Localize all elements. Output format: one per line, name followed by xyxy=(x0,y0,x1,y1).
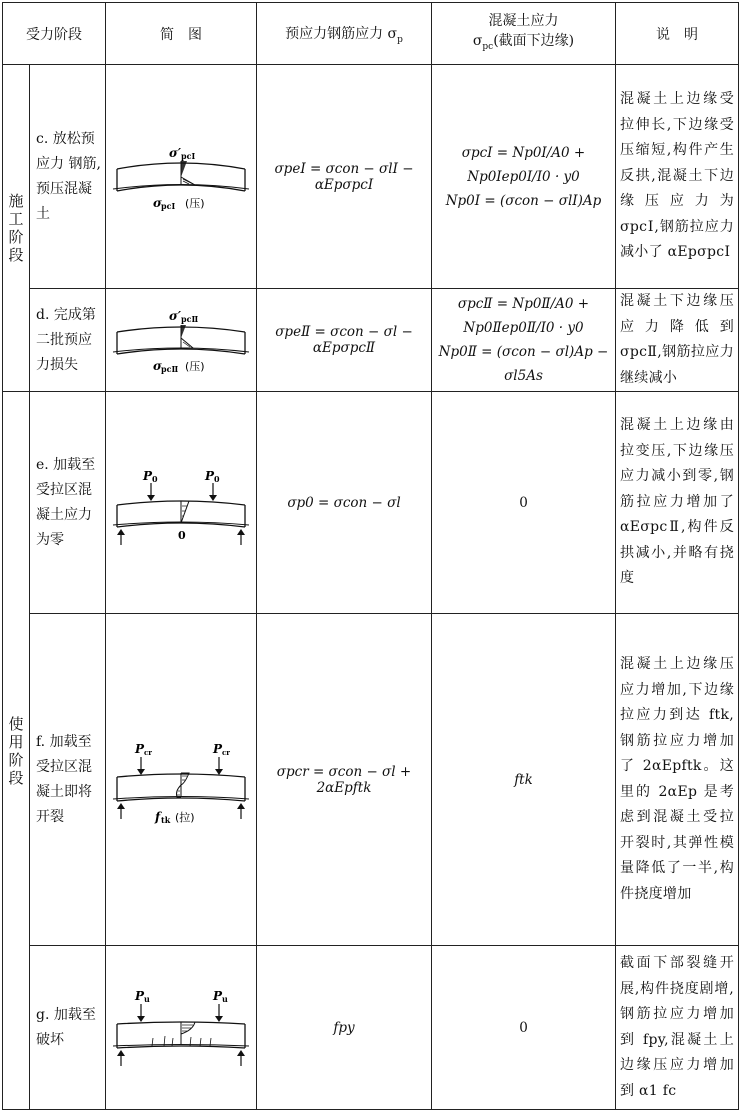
fig-top-label: σ′ xyxy=(168,145,181,160)
step-label: g. 加载至破坏 xyxy=(30,946,106,1110)
fig-load-right-sub: cr xyxy=(221,747,230,757)
fig-load-right: P xyxy=(212,741,222,756)
fig-load-left: P xyxy=(134,988,144,1003)
beam-diagram-d xyxy=(109,300,254,380)
beam-diagram-e xyxy=(109,453,254,553)
note-text: 混凝土下边缘压应力降低到 σpcⅡ,钢筋拉应力继续减小 xyxy=(616,289,739,392)
beam-diagram-c xyxy=(109,137,254,217)
fig-bottom-label: σ xyxy=(152,195,162,210)
fig-bottom-label: f xyxy=(154,809,160,824)
fig-bottom-note: (压) xyxy=(184,196,205,210)
fig-bottom-sub: pcⅡ xyxy=(160,364,178,374)
fig-load-left-sub: u xyxy=(143,993,150,1004)
fig-bottom-sub: tk xyxy=(160,814,170,825)
steel-stress-formula: σp0 = σcon − σl xyxy=(257,392,432,614)
header-stage: 受力阶段 xyxy=(3,3,106,65)
concrete-stress-value: ftk xyxy=(432,614,616,946)
fig-bottom-label: σ xyxy=(152,359,162,373)
step-label: f. 加载至受拉区混凝土即将开裂 xyxy=(30,614,106,946)
concrete-stress-formula: σpcⅡ = Np0Ⅱ/A0 + Np0Ⅱep0Ⅱ/I0 · y0 Np0Ⅱ = (σcon − σl)Ap − σl5As xyxy=(432,289,616,392)
figure-cell xyxy=(106,65,257,289)
fig-load-left: P xyxy=(134,741,144,756)
header-concrete-stress: 混凝土应力 $\sigma_{pc}$(截面下边缘) xyxy=(432,3,616,65)
note-text: 混凝土上边缘由拉变压,下边缘压应力减小到零,钢筋拉应力增加了 αEσpcⅡ,构件反拱减小,并略有挠度 xyxy=(616,392,739,614)
fig-load-left-sub: 0 xyxy=(151,473,158,484)
step-label: d. 完成第二批预应力损失 xyxy=(30,289,106,392)
fig-bottom-sub: pcⅠ xyxy=(160,200,175,211)
concrete-stress-formula: σpcⅠ = Np0Ⅰ/A0 + Np0Ⅰep0Ⅰ/I0 · y0 Np0Ⅰ = (σcon − σlⅠ)Ap xyxy=(432,65,616,289)
concrete-stress-value: 0 xyxy=(432,392,616,614)
table-row xyxy=(3,289,739,392)
table-row xyxy=(3,65,739,289)
figure-cell xyxy=(106,289,257,392)
header-figure: 简 图 xyxy=(106,3,257,65)
step-label: c. 放松预应力 钢筋, 预压混凝土 xyxy=(30,65,106,289)
note-text: 混凝土上边缘压应力增加,下边缘拉应力到达 ftk,钢筋拉应力增加了 2αEpftk。这里的 2αEp 是考虑到混凝土受拉开裂时,其弹性模量降低了一半,构件挠度增加 xyxy=(616,614,739,946)
fig-load-left: P xyxy=(142,468,152,483)
header-steel-stress: 预应力钢筋应力 $\sigma_p$ xyxy=(257,3,432,65)
beam-diagram-f xyxy=(109,725,254,835)
steel-stress-formula: σpeⅡ = σcon − σl − αEpσpcⅡ xyxy=(257,289,432,392)
figure-cell xyxy=(106,946,257,1110)
fig-bottom-note: (压) xyxy=(184,360,205,373)
phase-construction: 施 工 阶 段 xyxy=(3,65,30,392)
prestress-stages-table xyxy=(2,2,739,1110)
header-row xyxy=(3,3,739,65)
table-row xyxy=(3,614,739,946)
phase-service: 使 用 阶 段 xyxy=(3,392,30,1110)
steel-stress-formula: σpeⅠ = σcon − σlⅠ − αEpσpcⅠ xyxy=(257,65,432,289)
fig-load-right-sub: 0 xyxy=(213,473,220,484)
fig-top-label: σ′ xyxy=(168,309,181,323)
figure-cell xyxy=(106,392,257,614)
fig-bottom-label: 0 xyxy=(177,528,186,542)
fig-top-sub: pcⅠ xyxy=(180,150,195,161)
fig-load-right-sub: u xyxy=(221,993,228,1004)
table-row xyxy=(3,946,739,1110)
fig-load-right: P xyxy=(204,468,214,483)
fig-load-right: P xyxy=(212,988,222,1003)
fig-bottom-note: (拉) xyxy=(174,810,195,824)
fig-top-sub: pcⅡ xyxy=(180,314,198,324)
steel-stress-value: fpy xyxy=(257,946,432,1110)
concrete-stress-value: 0 xyxy=(432,946,616,1110)
table-row xyxy=(3,392,739,614)
figure-cell xyxy=(106,614,257,946)
steel-stress-formula: σpcr = σcon − σl + 2αEpftk xyxy=(257,614,432,946)
note-text: 混凝土上边缘受拉伸长,下边缘受压缩短,构件产生反拱,混凝土下边缘压应力为 σpcⅠ,钢筋拉应力减小了 αEpσpcⅠ xyxy=(616,65,739,289)
beam-diagram-g xyxy=(109,980,254,1076)
header-note: 说 明 xyxy=(616,3,739,65)
note-text: 截面下部裂缝开展,构件挠度剧增,钢筋拉应力增加到 fpy,混凝土上边缘压应力增加到 α1 fc xyxy=(616,946,739,1110)
fig-load-left-sub: cr xyxy=(143,747,152,757)
step-label: e. 加载至受拉区混凝土应力为零 xyxy=(30,392,106,614)
